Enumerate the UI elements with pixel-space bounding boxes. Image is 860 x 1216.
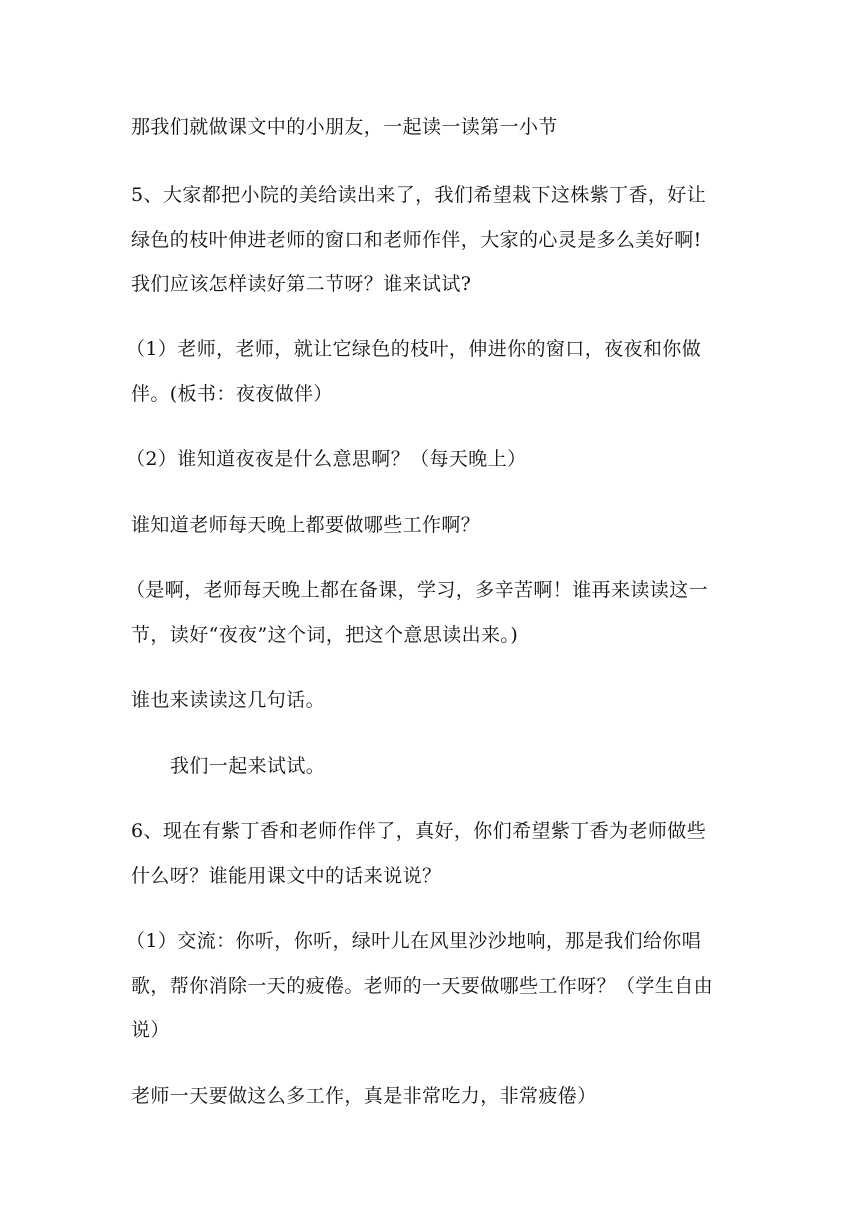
paragraph-line: 节，读好“夜夜”这个词，把这个意思读出来。) [131, 624, 519, 646]
paragraph-line: （是啊，老师每天晚上都在备课，学习，多辛苦啊！谁再来读读这一 [126, 579, 709, 601]
paragraph-line: 6、现在有紫丁香和老师作伴了，真好，你们希望紫丁香为老师做些 [131, 820, 707, 842]
paragraph-line: （1）交流：你听，你听，绿叶儿在风里沙沙地响，那是我们给你唱 [126, 930, 702, 952]
paragraph-line: 谁也来读读这几句话。 [131, 689, 326, 711]
paragraph-line: 绿色的枝叶伸进老师的窗口和老师作伴，大家的心灵是多么美好啊! [131, 229, 702, 251]
paragraph-line: 我们应该怎样读好第二节呀？谁来试试? [131, 273, 472, 295]
paragraph-line: 5、大家都把小院的美给读出来了，我们希望栽下这株紫丁香，好让 [131, 184, 707, 206]
paragraph-line: 谁知道老师每天晚上都要做哪些工作啊？ [131, 514, 481, 536]
paragraph-line: 歌，帮你消除一天的疲倦。老师的一天要做哪些工作呀？（学生自由 [131, 975, 714, 997]
paragraph-line: 什么呀？谁能用课文中的话来说说？ [131, 865, 442, 887]
paragraph-line: 老师一天要做这么多工作，真是非常吃力，非常疲倦） [131, 1085, 597, 1107]
paragraph-line: （1）老师，老师，就让它绿色的枝叶，伸进你的窗口，夜夜和你做 [126, 338, 702, 360]
paragraph-line: 那我们就做课文中的小朋友，一起读一读第一小节 [131, 116, 558, 138]
paragraph-line: 说） [131, 1019, 170, 1041]
paragraph-line: 伴。(板书：夜夜做伴） [131, 383, 333, 405]
paragraph-line: 我们一起来试试。 [170, 755, 326, 777]
paragraph-line: （2）谁知道夜夜是什么意思啊？（每天晚上） [126, 448, 527, 470]
